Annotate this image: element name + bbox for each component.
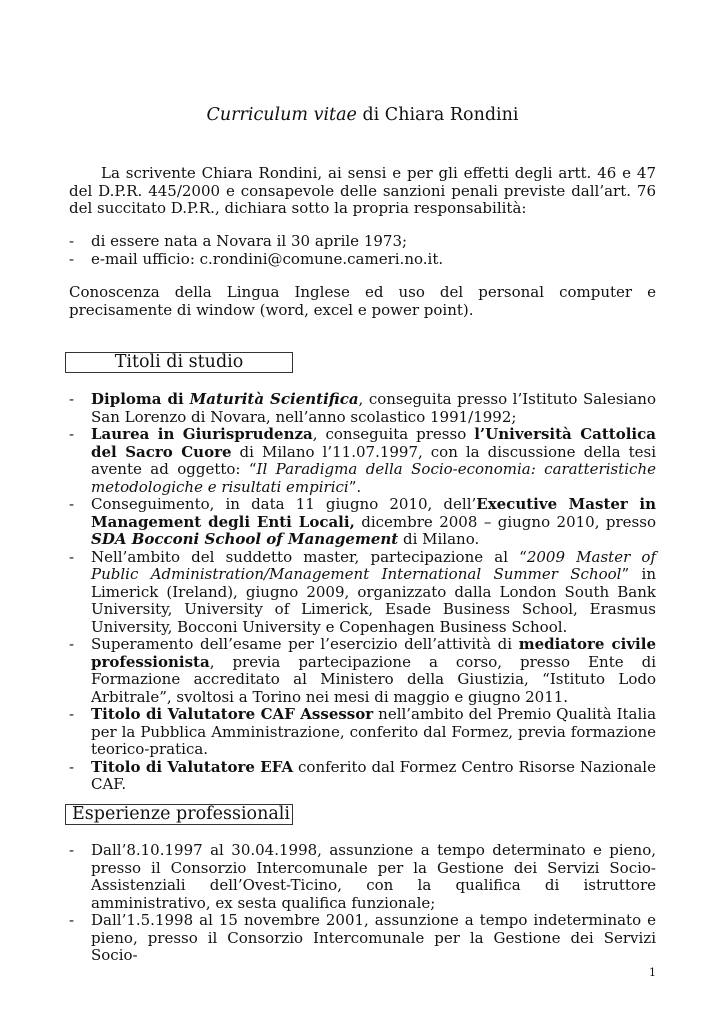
page-number: 1 — [649, 966, 656, 979]
list-item-efa: - Titolo di Valutatore EFA conferito dal Formez Centro Risorse Nazionale CAF. — [69, 759, 656, 794]
section-heading-titoli: Titoli di studio — [65, 352, 293, 373]
list-item-diploma: - Diploma di Maturità Scientifica, conseguita presso l’Istituto Salesiano San Lorenzo di Novara, nell’anno scolastico 1991/1992; — [69, 391, 656, 426]
list-item-laurea: - Laurea in Giurisprudenza, conseguita presso l’Università Cattolica del Sacro Cuore di Milano l’11.07.1997, con la discussione della tesi avente ad oggetto: “Il Paradigma della Socio-economia: caratteristiche metodologiche e risultati empirici”. — [69, 426, 656, 496]
titoli-list — [69, 391, 656, 794]
personal-facts-list — [69, 233, 656, 268]
list-item-caf: - Titolo di Valutatore CAF Assessor nell’ambito del Premio Qualità Italia per la Pubblica Amministrazione, conferito dal Formez, previa formazione teorico-pratica. — [69, 706, 656, 759]
esperienze-list — [69, 842, 656, 965]
list-item-birth: - di essere nata a Novara il 30 aprile 1973; — [69, 233, 656, 251]
list-item-email: - e-mail ufficio: c.rondini@comune.cameri.no.it. — [69, 251, 656, 269]
section-heading-esperienze: Esperienze professionali — [65, 804, 293, 825]
list-item-esperienza-1: - Dall’8.10.1997 al 30.04.1998, assunzione a tempo determinato e pieno, presso il Consorzio Intercomunale per la Gestione dei Servizi Socio-Assistenziali dell’Ovest-Ticino, con la qualifica di istruttore amministrativo, ex sesta qualifica funzionale; — [69, 842, 656, 912]
languages-paragraph: Conoscenza della Lingua Inglese ed uso del personal computer e precisamente di window (word, excel e power point). — [69, 283, 656, 319]
page-title: Curriculum vitae di Chiara Rondini — [206, 105, 519, 125]
intro-paragraph: La scrivente Chiara Rondini, ai sensi e per gli effetti degli artt. 46 e 47 del D.P.R. 445/2000 e consapevole delle sanzioni penali previste dall’art. 76 del succitato D.P.R., dichiara sotto la propria responsabilità: — [69, 164, 656, 217]
list-item-esperienza-2: - Dall’1.5.1998 al 15 novembre 2001, assunzione a tempo indeterminato e pieno, presso il Consorzio Intercomunale per la Gestione dei Servizi Socio- — [69, 912, 656, 965]
list-item-mediatore: - Superamento dell’esame per l’esercizio dell’attività di mediatore civile professionista, previa partecipazione a corso, presso Ente di Formazione accreditato al Ministero della Giustizia, “Istituto Lodo Arbitrale”, svoltosi a Torino nei mesi di maggio e giugno 2011. — [69, 636, 656, 706]
list-item-summer-school: - Nell’ambito del suddetto master, partecipazione al “2009 Master of Public Administration/Management International Summer School” in Limerick (Ireland), giugno 2009, organizzato dalla London South Bank University, University of Limerick, Esade Business School, Erasmus University, Bocconi University e Copenhagen Business School. — [69, 549, 656, 637]
list-item-master: - Conseguimento, in data 11 giugno 2010, dell’Executive Master in Management degli Enti Locali, dicembre 2008 – giugno 2010, presso SDA Bocconi School of Management di Milano. — [69, 496, 656, 549]
